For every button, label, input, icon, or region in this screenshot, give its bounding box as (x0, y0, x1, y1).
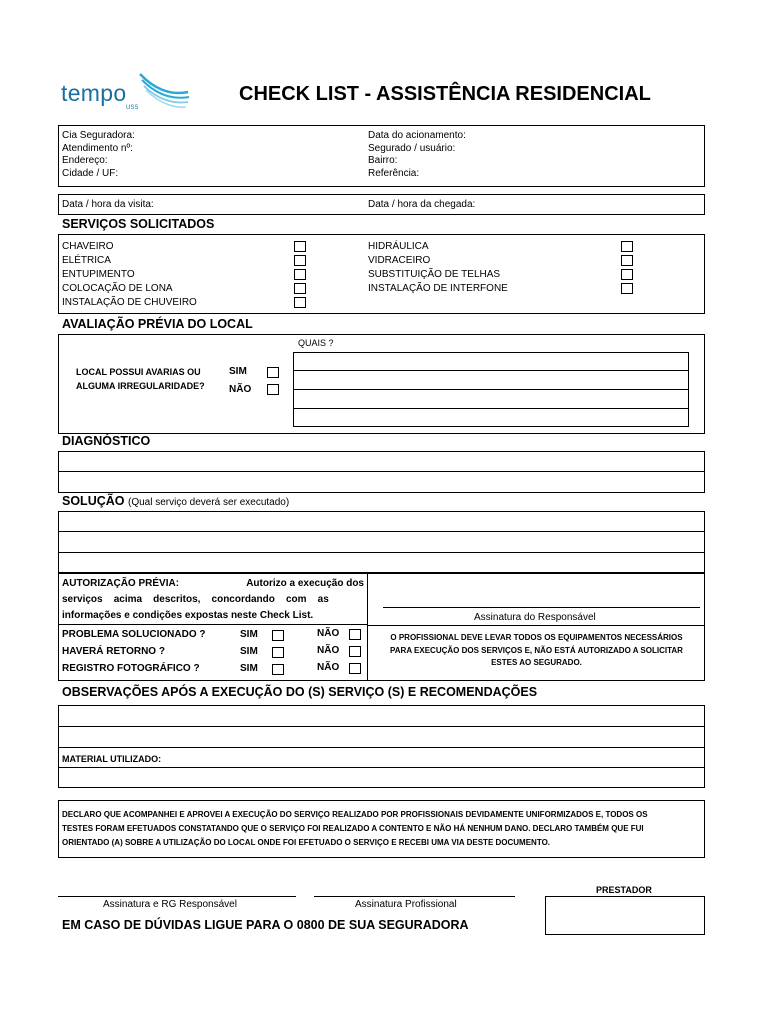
service-telhas: SUBSTITUIÇÃO DE TELHAS (368, 269, 501, 280)
autorizacao-box (58, 573, 705, 681)
check-nao-label-1: NÃO (317, 628, 340, 639)
checkbox-chuveiro[interactable] (294, 297, 306, 308)
services-right-list (368, 240, 508, 296)
autorizacao-line1: Autorizo a execução dos (246, 578, 364, 589)
observacoes-box[interactable] (58, 705, 705, 788)
services-left-list (62, 240, 197, 310)
signature-rg-label: Assinatura e RG Responsável (103, 899, 237, 910)
service-eletrica: ELÉTRICA (62, 255, 111, 266)
logo-text: tempo (61, 80, 127, 106)
solucao-title (62, 494, 289, 508)
notice-line2: PARA EXECUÇÃO DOS SERVIÇOS E, NÃO ESTÁ AUTORIZADO A SOLICITAR (390, 645, 683, 655)
avaliacao-question-line1: LOCAL POSSUI AVARIAS OU (76, 367, 201, 377)
service-interfone: INSTALAÇÃO DE INTERFONE (368, 283, 508, 294)
declaration-line1: DECLARO QUE ACOMPANHEI E APROVEI A EXECUÇÃO DO SERVIÇO REALIZADO POR PROFISSIONAIS DEVIDAMENTE UNIFORMIZADOS E, TODOS OS (62, 810, 648, 819)
signature-line-rg[interactable] (58, 896, 296, 897)
check-nao-label-2: NÃO (317, 645, 340, 656)
declaration-text (62, 808, 702, 850)
service-entupimento: ENTUPIMENTO (62, 269, 135, 280)
solucao-title-text: SOLUÇÃO (62, 494, 125, 508)
avaliacao-box (58, 334, 705, 434)
info-referencia: Referência: (368, 167, 420, 179)
observacoes-title: OBSERVAÇÕES APÓS A EXECUÇÃO DO (S) SERVIÇO (S) E RECOMENDAÇÕES (62, 685, 538, 699)
autorizacao-line2: serviços acima descritos, concordando com as (62, 594, 329, 605)
quais-label: QUAIS ? (298, 338, 334, 348)
arrival-date-label: Data / hora da chegada: (368, 199, 476, 210)
info-endereco: Endereço: (62, 155, 108, 166)
prestador-label: PRESTADOR (596, 885, 652, 895)
footer-text: EM CASO DE DÚVIDAS LIGUE PARA O 0800 DE SUA SEGURADORA (62, 918, 469, 932)
visit-date-label: Data / hora da visita: (62, 199, 154, 210)
notice-line1: O PROFISSIONAL DEVE LEVAR TODOS OS EQUIPAMENTOS NECESSÁRIOS (390, 633, 683, 642)
info-right-list (368, 130, 466, 180)
checkbox-vidraceiro[interactable] (621, 255, 633, 266)
autorizacao-text (62, 576, 364, 624)
check-label-fotografico: REGISTRO FOTOGRÁFICO ? (62, 663, 200, 674)
info-bairro: Bairro: (368, 155, 398, 166)
checkbox-telhas[interactable] (621, 269, 633, 280)
info-segurado: Segurado / usuário: (368, 142, 456, 154)
quais-lines[interactable] (293, 352, 689, 427)
solucao-subtitle: (Qual serviço deverá ser executado) (127, 497, 290, 508)
check-sim-label-1: SIM (240, 629, 258, 640)
autorizacao-line3: informações e condições expostas neste Check List. (62, 610, 314, 621)
page-title: CHECK LIST - ASSISTÊNCIA RESIDENCIAL (239, 83, 651, 105)
info-cidade-uf: Cidade / UF: (62, 167, 119, 179)
signature-responsavel-label: Assinatura do Responsável (474, 612, 596, 623)
checkbox-eletrica[interactable] (294, 255, 306, 266)
check-label-solucionado: PROBLEMA SOLUCIONADO ? (62, 629, 206, 640)
avaliacao-title: AVALIAÇÃO PRÉVIA DO LOCAL (62, 317, 253, 331)
diagnostico-box[interactable] (58, 451, 705, 493)
checkbox-interfone[interactable] (621, 283, 633, 294)
signature-profissional-label: Assinatura Profissional (355, 899, 457, 910)
info-left-list (62, 130, 135, 180)
check-label-retorno: HAVERÁ RETORNO ? (62, 646, 165, 657)
avaliacao-question-line2: ALGUMA IRREGULARIDADE? (76, 381, 205, 391)
declaration-line2: TESTES FORAM EFETUADOS CONSTATANDO QUE O SERVIÇO FOI REALIZADO A CONTENTO E NÃO HÁ NENHUM DANO. DECLARO TAMBÉM QUE FUI (62, 824, 644, 833)
check-sim-label-3: SIM (240, 663, 258, 674)
notice-line3: ESTES AO SEGURADO. (491, 658, 582, 667)
info-box (58, 125, 705, 187)
services-title: SERVIÇOS SOLICITADOS (62, 217, 215, 231)
service-lona: COLOCAÇÃO DE LONA (62, 283, 173, 294)
checkbox-fotografico-nao[interactable] (349, 663, 361, 674)
logo (58, 70, 193, 120)
service-chuveiro: INSTALAÇÃO DE CHUVEIRO (62, 297, 197, 308)
checkbox-solucionado-sim[interactable] (272, 630, 284, 641)
avaliacao-sim-label: SIM (229, 366, 247, 377)
diagnostico-title: DIAGNÓSTICO (62, 434, 151, 448)
check-sim-label-2: SIM (240, 646, 258, 657)
material-label: MATERIAL UTILIZADO: (62, 754, 162, 764)
info-cia-seguradora: Cia Seguradora: (62, 130, 135, 141)
info-data-acionamento: Data do acionamento: (368, 130, 466, 141)
logo-subtext: USS (126, 105, 139, 111)
autorizacao-label: AUTORIZAÇÃO PRÉVIA: (62, 578, 180, 589)
services-box (58, 234, 705, 314)
checkbox-entupimento[interactable] (294, 269, 306, 280)
prestador-box[interactable] (545, 896, 705, 935)
service-vidraceiro: VIDRACEIRO (368, 255, 431, 266)
info-atendimento: Atendimento nº: (62, 142, 133, 154)
signature-line-responsavel[interactable] (383, 607, 700, 608)
checkbox-hidraulica[interactable] (621, 241, 633, 252)
notice-text (369, 632, 704, 670)
declaration-box (58, 800, 705, 858)
signature-line-profissional[interactable] (314, 896, 515, 897)
checkbox-solucionado-nao[interactable] (349, 629, 361, 640)
visit-box (58, 194, 705, 215)
checkbox-retorno-sim[interactable] (272, 647, 284, 658)
service-chaveiro: CHAVEIRO (62, 241, 114, 252)
checkbox-chaveiro[interactable] (294, 241, 306, 252)
declaration-line3: ORIENTADO (A) SOBRE A UTILIZAÇÃO DO LOCAL ONDE FOI EFETUADO O SERVIÇO E RECEBI UMA VIA DESTE DOCUMENTO. (62, 838, 551, 847)
checkbox-avaliacao-nao[interactable] (267, 384, 279, 395)
service-hidraulica: HIDRÁULICA (368, 241, 429, 252)
solucao-box[interactable] (58, 511, 705, 573)
checkbox-fotografico-sim[interactable] (272, 664, 284, 675)
check-nao-label-3: NÃO (317, 662, 340, 673)
checkbox-avaliacao-sim[interactable] (267, 367, 279, 378)
checkbox-lona[interactable] (294, 283, 306, 294)
checkbox-retorno-nao[interactable] (349, 646, 361, 657)
avaliacao-nao-label: NÃO (229, 384, 252, 395)
